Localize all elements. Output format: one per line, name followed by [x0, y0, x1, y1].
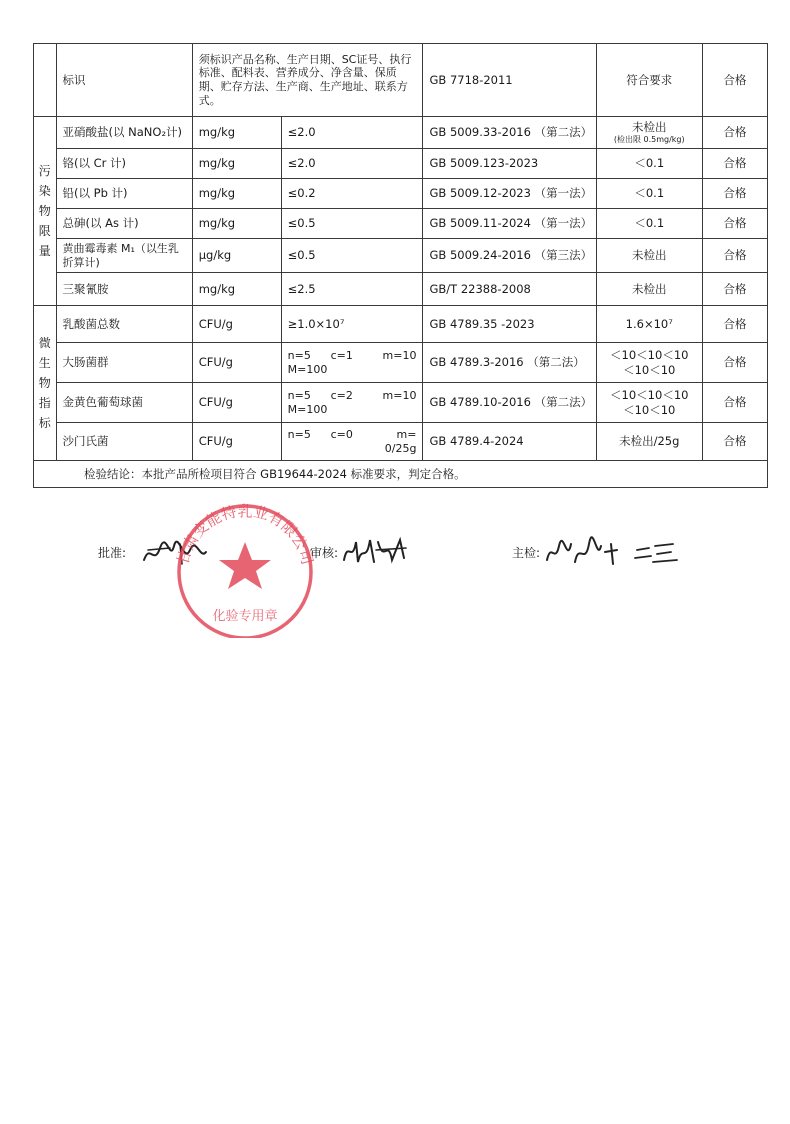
inspection-results-table: [33, 43, 768, 488]
method-cell: GB/T 22388-2008: [423, 273, 596, 306]
unit-cell: CFU/g: [192, 423, 281, 461]
company-seal: [165, 498, 325, 638]
unit-cell: mg/kg: [192, 209, 281, 239]
limit-cell: [281, 423, 423, 461]
limit-cell: ≤0.5: [281, 209, 423, 239]
item-cell: 铬(以 Cr 计): [56, 149, 192, 179]
sampling-c: c=2: [330, 388, 353, 402]
limit-cell: ≤2.0: [281, 117, 423, 149]
method-cell: GB 4789.4-2024: [423, 423, 596, 461]
judgement-cell: 合格: [702, 179, 767, 209]
method-cell: GB 5009.33-2016 （第二法）: [423, 117, 596, 149]
result-cell: 符合要求: [596, 44, 702, 117]
limit-cell: ≤0.2: [281, 179, 423, 209]
limit-cell: ≤2.0: [281, 149, 423, 179]
limit-cell: ≥1.0×10⁷: [281, 306, 423, 343]
table-row: [34, 306, 768, 343]
group-cell: [34, 44, 57, 117]
judgement-cell: 合格: [702, 44, 767, 117]
judgement-cell: 合格: [702, 423, 767, 461]
unit-cell: CFU/g: [192, 306, 281, 343]
table-row: [34, 343, 768, 383]
seal-star-icon: [219, 542, 271, 589]
method-cell: GB 7718-2011: [423, 44, 596, 117]
result-cell: 未检出: [596, 273, 702, 306]
detection-limit-note: (检出限 0.5mg/kg): [613, 134, 685, 144]
method-cell: GB 5009.12-2023 （第一法）: [423, 179, 596, 209]
sampling-M: M=100: [287, 402, 328, 416]
sampling-M: M=100: [287, 362, 328, 376]
item-cell: 标识: [56, 44, 192, 117]
judgement-cell: 合格: [702, 273, 767, 306]
approve-label: 批准:: [98, 546, 127, 560]
table-row: [34, 209, 768, 239]
unit-cell: mg/kg: [192, 149, 281, 179]
result-cell: ＜0.1: [596, 209, 702, 239]
result-cell: 1.6×10⁷: [596, 306, 702, 343]
item-cell: 总砷(以 As 计): [56, 209, 192, 239]
sampling-c: c=0: [330, 427, 353, 441]
unit-cell: CFU/g: [192, 343, 281, 383]
item-cell: 三聚氰胺: [56, 273, 192, 306]
sampling-m: m=10: [382, 348, 417, 362]
table-row: [34, 117, 768, 149]
item-cell: 大肠菌群: [56, 343, 192, 383]
review-signature: [340, 534, 410, 571]
result-cell: 未检出: [596, 239, 702, 273]
item-cell: 乳酸菌总数: [56, 306, 192, 343]
sampling-n: n=5: [287, 348, 311, 362]
unit-cell: mg/kg: [192, 273, 281, 306]
result-cell: 未检出/25g: [596, 423, 702, 461]
review-label: 审核:: [310, 546, 339, 560]
group-label: 污染物限量: [38, 164, 51, 258]
table-row: [34, 179, 768, 209]
result-value: 未检出: [632, 120, 667, 135]
unit-cell: mg/kg: [192, 179, 281, 209]
method-cell: GB 5009.24-2016 （第三法）: [423, 239, 596, 273]
sampling-m: m= 0/25g: [384, 427, 417, 455]
unit-cell: mg/kg: [192, 117, 281, 149]
judgement-cell: 合格: [702, 239, 767, 273]
judgement-cell: 合格: [702, 209, 767, 239]
group-microbial-indicators: [34, 306, 57, 461]
chief-label: 主检:: [512, 546, 541, 560]
result-cell: ＜0.1: [596, 149, 702, 179]
signature-row: [0, 538, 790, 578]
seal-text: 甘肃变能特乳业有限公司: [173, 502, 317, 567]
unit-cell: μg/kg: [192, 239, 281, 273]
method-cell: GB 4789.10-2016 （第二法）: [423, 383, 596, 423]
judgement-cell: 合格: [702, 149, 767, 179]
sampling-n: n=5: [287, 427, 311, 441]
table-row: [34, 383, 768, 423]
result-cell: [596, 117, 702, 149]
group-label: 微生物指标: [38, 336, 51, 430]
item-cell: 黄曲霉毒素 M₁（以生乳折算计): [56, 239, 192, 273]
judgement-cell: 合格: [702, 343, 767, 383]
sampling-c: c=1: [330, 348, 353, 362]
table-row: [34, 239, 768, 273]
table-row: [34, 273, 768, 306]
group-pollutant-limits: [34, 117, 57, 306]
item-cell: 沙门氏菌: [56, 423, 192, 461]
judgement-cell: 合格: [702, 306, 767, 343]
limit-cell: ≤2.5: [281, 273, 423, 306]
method-cell: GB 4789.3-2016 （第二法）: [423, 343, 596, 383]
table-row: [34, 44, 768, 117]
table-row: [34, 423, 768, 461]
chief-signature: [545, 536, 705, 573]
judgement-cell: 合格: [702, 383, 767, 423]
limit-cell: ≤0.5: [281, 239, 423, 273]
requirement-cell: 须标识产品名称、生产日期、SC证号、执行标准、配料表、营养成分、净含量、保质期、贮存方法、生产商、生产地址、联系方式。: [192, 44, 423, 117]
result-cell: ＜0.1: [596, 179, 702, 209]
method-cell: GB 4789.35 -2023: [423, 306, 596, 343]
sampling-n: n=5: [287, 388, 311, 402]
method-cell: GB 5009.11-2024 （第一法）: [423, 209, 596, 239]
method-cell: GB 5009.123-2023: [423, 149, 596, 179]
result-cell: ＜10＜10＜10 ＜10＜10: [596, 383, 702, 423]
seal-subtext: 化验专用章: [212, 609, 278, 624]
limit-cell: [281, 383, 423, 423]
judgement-cell: 合格: [702, 117, 767, 149]
unit-cell: CFU/g: [192, 383, 281, 423]
item-cell: 金黄色葡萄球菌: [56, 383, 192, 423]
item-cell: 铅(以 Pb 计): [56, 179, 192, 209]
item-cell: 亚硝酸盐(以 NaNO₂计): [56, 117, 192, 149]
table-row: [34, 149, 768, 179]
conclusion-row: [34, 461, 768, 488]
result-cell: ＜10＜10＜10 ＜10＜10: [596, 343, 702, 383]
limit-cell: [281, 343, 423, 383]
sampling-m: m=10: [382, 388, 417, 402]
conclusion-text: 检验结论：本批产品所检项目符合 GB19644-2024 标准要求，判定合格。: [34, 461, 768, 488]
